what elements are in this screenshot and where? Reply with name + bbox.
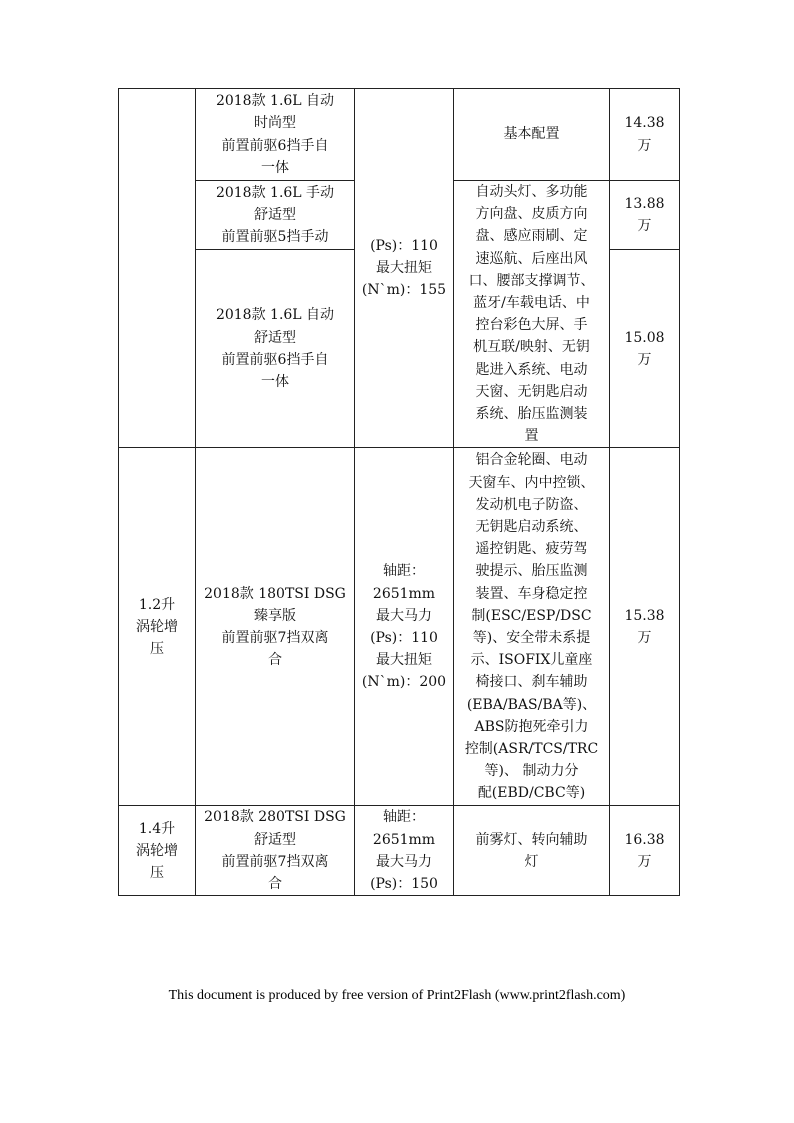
config-cell (454, 448, 610, 806)
model-text: 2018款 1.6L 手动 舒适型 前置前驱5挡手动 (215, 184, 335, 246)
table-row (119, 89, 680, 181)
config-text: 前雾灯、转向辅助 灯 (475, 831, 588, 870)
engine-text: 1.2升 涡轮增 压 (136, 596, 178, 658)
spec-text: 轴距： 2651mm 最大马力 (Ps)：150 (370, 809, 438, 893)
config-text: 基本配置 (503, 126, 560, 143)
spec-text: (Ps)：110 最大扭矩 (N`m)：155 (361, 237, 447, 299)
footer-note: This document is produced by free version of Print2Flash (www.print2flash.com) (168, 988, 626, 1003)
price-cell (610, 181, 680, 250)
spec-cell (355, 448, 454, 806)
price-cell (610, 806, 680, 896)
model-cell (196, 181, 355, 250)
table-row (119, 806, 680, 896)
engine-cell (119, 806, 196, 896)
model-text: 2018款 180TSI DSG 臻享版 前置前驱7挡双离 合 (204, 585, 346, 669)
price-cell (610, 250, 680, 448)
price-cell (610, 89, 680, 181)
engine-cell-empty (119, 89, 196, 448)
spec-cell (355, 89, 454, 448)
table-row (119, 448, 680, 806)
config-cell (454, 181, 610, 448)
model-cell (196, 89, 355, 181)
model-text: 2018款 1.6L 自动 舒适型 前置前驱6挡手自 一体 (215, 307, 335, 390)
price-text: 15.08 万 (624, 329, 665, 368)
model-cell (196, 250, 355, 448)
config-cell (454, 806, 610, 896)
price-text: 15.38 万 (624, 607, 665, 646)
price-text: 16.38 万 (624, 831, 665, 870)
model-text: 2018款 1.6L 自动 时尚型 前置前驱6挡手自 一体 (215, 93, 335, 176)
spec-table (118, 88, 680, 896)
price-cell (610, 448, 680, 806)
model-cell (196, 448, 355, 806)
price-text: 14.38 万 (624, 115, 665, 154)
spec-cell (355, 806, 454, 896)
engine-cell (119, 448, 196, 806)
config-text: 铝合金轮圈、电动 天窗车、内中控锁、 发动机电子防盗、 无钥匙启动系统、 遥控钥匙、疲劳驾 驶提示、胎压监测 装置、车身稳定控 制(ESC/ESP/DSC 等)、安全带未系提 示、ISOFIX儿童座 椅接口、刹车辅助 (EBA/BAS/BA等)、 ABS防抱死牵引力 控制(ASR/TCS/TRC 等)、 制动力分 配(EBD/CBC等) (464, 452, 599, 802)
config-text: 自动头灯、多功能 方向盘、皮质方向 盘、感应雨刷、定 速巡航、后座出风 口、腰部支撑调节、 蓝牙/车载电话、中 控台彩色大屏、手 机互联/映射、无钥 匙进入系统、电动 天窗、无钥匙启动 系统、胎压监测装 置 (468, 184, 595, 445)
price-text: 13.88 万 (624, 195, 665, 235)
spec-text: 轴距： 2651mm 最大马力 (Ps)：110 最大扭矩 (N`m)：200 (361, 563, 447, 691)
config-cell (454, 89, 610, 181)
model-cell (196, 806, 355, 896)
engine-text: 1.4升 涡轮增 压 (136, 820, 178, 881)
model-text: 2018款 280TSI DSG 舒适型 前置前驱7挡双离 合 (204, 809, 346, 893)
